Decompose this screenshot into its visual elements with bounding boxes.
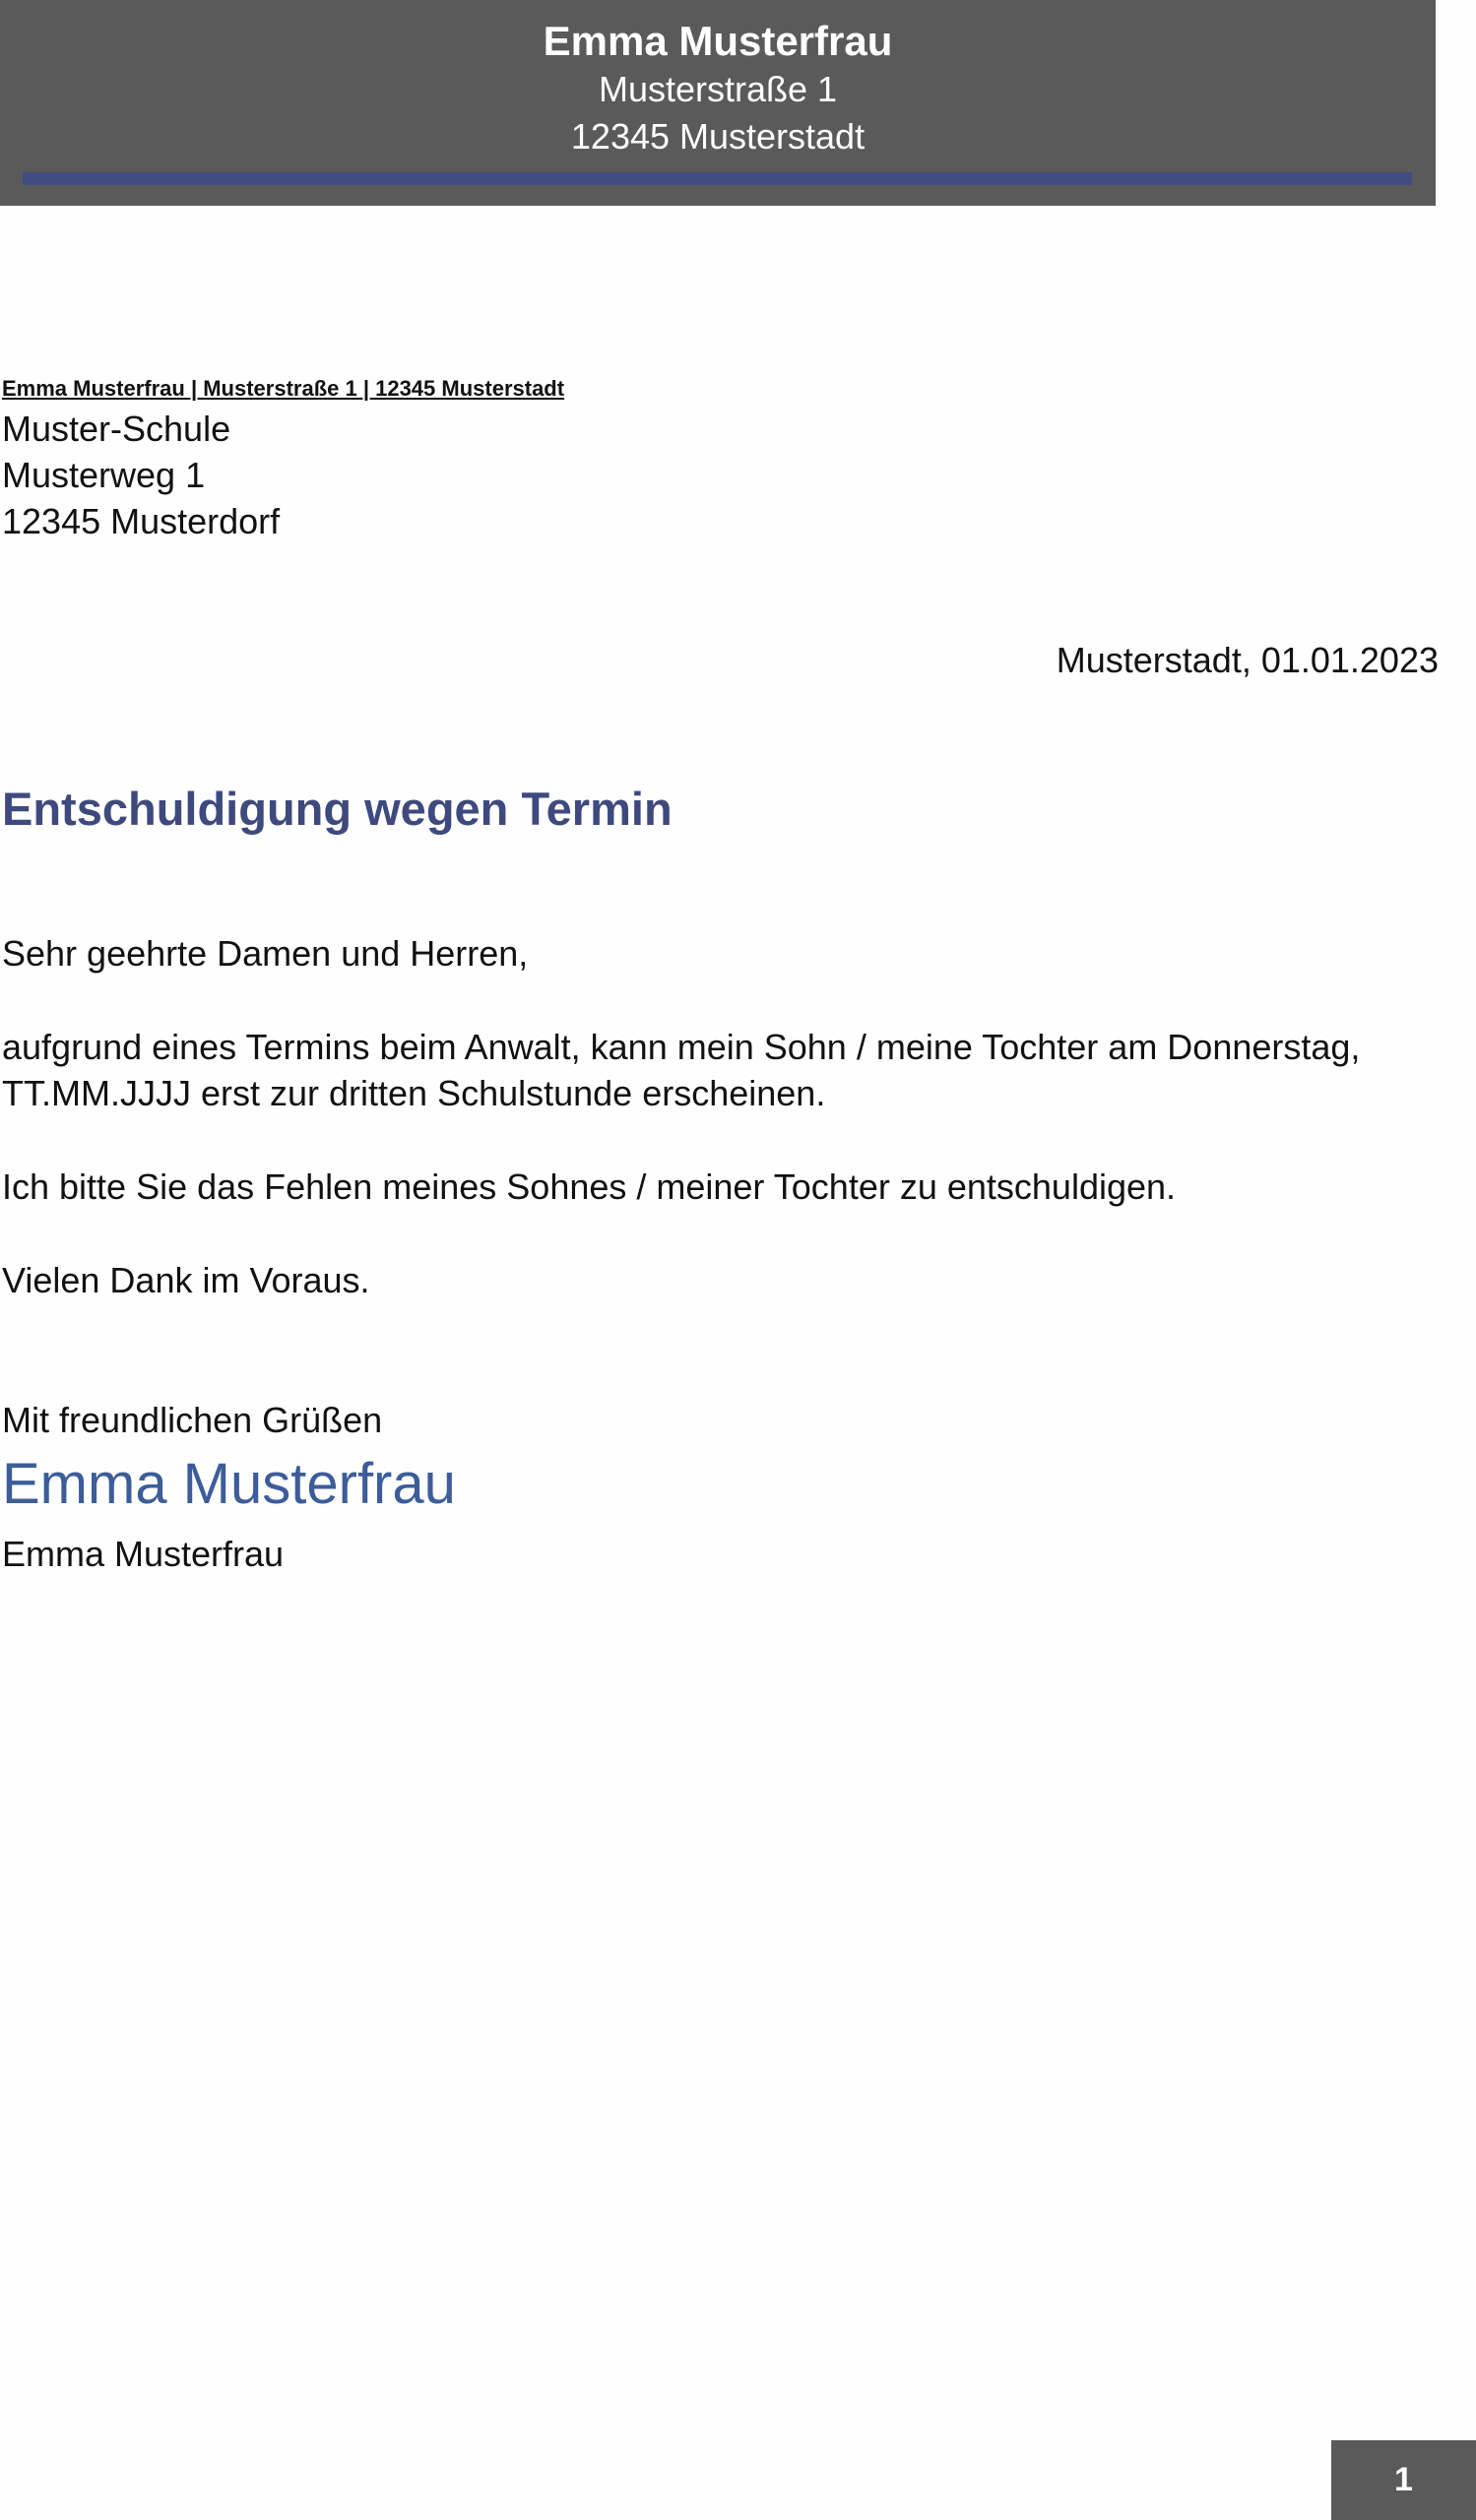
letterhead-city: 12345 Musterstadt	[570, 116, 866, 157]
body-paragraph-1: aufgrund eines Termins beim Anwalt, kann mein Sohn / meine Tochter am Donnerstag, TT.MM.JJJJ erst zur dritten Schulstunde erscheinen.	[2, 1027, 1361, 1113]
signature: Emma Musterfrau	[2, 1452, 456, 1516]
recipient-address	[2, 406, 280, 544]
sender-return-address: Emma Musterfrau | Musterstraße 1 | 12345 Musterstadt	[2, 376, 565, 401]
closing-phrase: Mit freundlichen Grüßen	[2, 1400, 383, 1440]
salutation: Sehr geehrte Damen und Herren,	[2, 933, 529, 974]
letterhead-accent-bar	[23, 172, 1412, 185]
signer-name: Emma Musterfrau	[2, 1534, 285, 1574]
body-paragraph-2: Ich bitte Sie das Fehlen meines Sohnes / meiner Tochter zu entschuldigen.	[2, 1166, 1177, 1207]
page-number: 1	[1331, 2440, 1476, 2520]
place-and-date: Musterstadt, 01.01.2023	[1056, 640, 1439, 680]
letterhead-street: Musterstraße 1	[598, 69, 838, 109]
recipient-city: 12345 Musterdorf	[2, 501, 281, 541]
recipient-street: Musterweg 1	[2, 455, 206, 495]
letterhead-name: Emma Musterfrau	[543, 18, 893, 64]
body-paragraph-3: Vielen Dank im Voraus.	[2, 1260, 370, 1300]
letterhead	[0, 0, 1436, 206]
subject-line: Entschuldigung wegen Termin	[2, 783, 673, 835]
recipient-name: Muster-Schule	[2, 409, 231, 449]
